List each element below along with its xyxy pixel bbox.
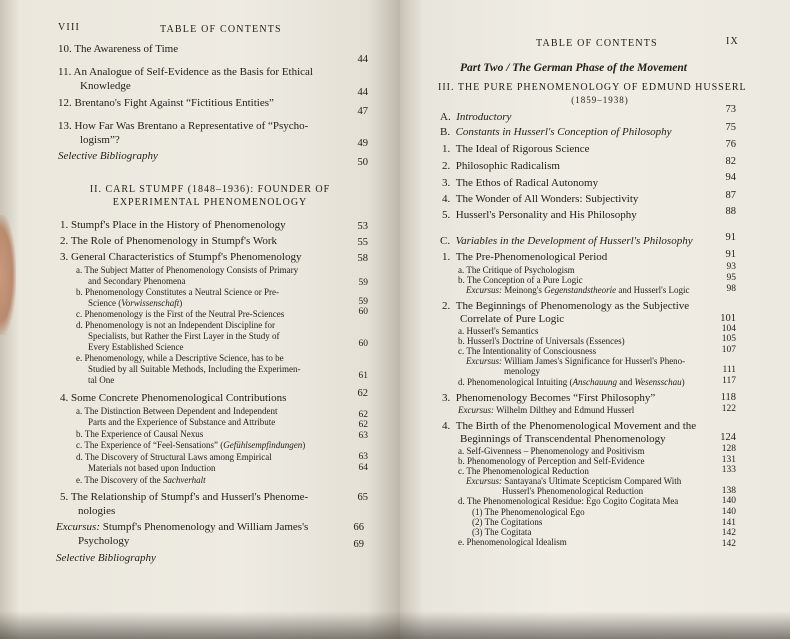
toc-entry: 3. Phenomenology Becomes “First Philosophy” xyxy=(442,392,656,404)
toc-excursus: Excursus: Wilhelm Dilthey and Edmund Husserl xyxy=(458,405,635,415)
toc-subentry: (2) The Cogitations xyxy=(472,517,543,527)
toc-subentry: a. The Critique of Psychologism xyxy=(458,265,575,275)
page-shadow xyxy=(400,611,790,639)
toc-page: 61 xyxy=(358,371,368,381)
chapter-heading-line2: EXPERIMENTAL PHENOMENOLOGY xyxy=(112,197,308,208)
toc-subentry-cont: and Secondary Phenomena xyxy=(88,276,186,286)
toc-entry: 2. Philosophic Radicalism xyxy=(442,160,560,172)
toc-excursus: Excursus: William James's Significance for Husserl's Pheno- xyxy=(466,356,686,366)
toc-entry: 3. The Ethos of Radical Autonomy xyxy=(442,177,599,189)
toc-page: 104 xyxy=(721,324,736,334)
toc-page: 60 xyxy=(358,307,368,317)
toc-subentry: a. The Distinction Between Dependent and Independent xyxy=(76,406,278,416)
toc-page: 133 xyxy=(721,465,736,475)
toc-entry-cont: Beginnings of Transcendental Phenomenology xyxy=(460,433,666,445)
toc-page: 59 xyxy=(358,278,368,288)
toc-page: 69 xyxy=(353,539,364,550)
toc-page: 88 xyxy=(725,206,736,217)
toc-entry: 1. Stumpf's Place in the History of Phenomenology xyxy=(60,219,286,231)
toc-entry-cont: Correlate of Pure Logic xyxy=(460,313,565,325)
toc-subentry: e. Phenomenological Idealism xyxy=(458,537,567,547)
toc-subentry-cont: Husserl's Phenomenological Reduction xyxy=(502,486,644,496)
toc-page: 105 xyxy=(721,334,736,344)
toc-subentry: b. The Conception of a Pure Logic xyxy=(458,275,583,285)
toc-subentry-cont: Parts and the Experience of Substance and Attribute xyxy=(88,417,276,427)
selective-bibliography: Selective Bibliography xyxy=(56,552,156,564)
toc-page: 142 xyxy=(721,528,736,538)
toc-page: 141 xyxy=(721,518,736,528)
toc-page: 91 xyxy=(725,232,736,243)
toc-page: 95 xyxy=(726,273,736,283)
toc-page: 101 xyxy=(720,313,736,324)
toc-entry: B. Constants in Husserl's Conception of Philosophy xyxy=(440,126,672,138)
toc-subentry: a. The Subject Matter of Phenomenology Consists of Primary xyxy=(76,265,299,275)
toc-subentry: (3) The Cogitata xyxy=(472,527,532,537)
toc-entry: 5. The Relationship of Stumpf's and Husserl's Phenome- xyxy=(60,491,309,503)
toc-subentry: c. The Phenomenological Reduction xyxy=(458,466,589,476)
toc-subentry: c. Phenomenology is the First of the Neutral Pre-Sciences xyxy=(76,309,285,319)
toc-subentry: b. The Experience of Causal Nexus xyxy=(76,429,204,439)
page-shadow xyxy=(0,611,400,639)
toc-entry: 4. The Wonder of All Wonders: Subjectivity xyxy=(442,193,639,205)
toc-subentry: b. Phenomenology Constitutes a Neutral Science or Pre- xyxy=(76,287,279,297)
toc-entry: 1. The Ideal of Rigorous Science xyxy=(442,143,590,155)
toc-page: 140 xyxy=(721,496,736,506)
toc-page: 94 xyxy=(725,172,736,183)
toc-entry: 12. Brentano's Fight Against “Fictitious Entities” xyxy=(58,97,274,109)
toc-entry: 4. Some Concrete Phenomenological Contributions xyxy=(60,392,287,404)
toc-page: 107 xyxy=(721,345,736,355)
toc-subentry: d. The Phenomenological Residue: Ego Cogito Cogitata Mea xyxy=(458,496,679,506)
toc-page: 93 xyxy=(726,262,736,272)
toc-page: 111 xyxy=(722,365,736,375)
toc-subentry: a. Husserl's Semantics xyxy=(458,326,539,336)
toc-page: 91 xyxy=(725,249,736,260)
toc-page: 140 xyxy=(721,507,736,517)
toc-page: 98 xyxy=(726,284,736,294)
toc-page: 49 xyxy=(357,138,368,149)
toc-page: 76 xyxy=(725,139,736,150)
toc-subentry: e. Phenomenology, while a Descriptive Science, has to be xyxy=(76,353,284,363)
right-running-head: TABLE OF CONTENTS xyxy=(536,38,658,49)
toc-subentry-cont: Materials not based upon Induction xyxy=(88,463,216,473)
toc-subentry: d. Phenomenological Intuiting (Anschauung and Wesensschau) xyxy=(458,377,685,387)
toc-page: 58 xyxy=(357,253,368,264)
toc-subentry: c. The Experience of “Feel-Sensations” (Gefühlsempfindungen) xyxy=(76,440,306,450)
toc-entry: 10. The Awareness of Time xyxy=(58,43,179,55)
toc-subentry: b. Phenomenology of Perception and Self-Evidence xyxy=(458,456,645,466)
selective-bibliography: Selective Bibliography xyxy=(58,150,158,162)
toc-subentry-cont: Every Established Science xyxy=(88,342,184,352)
toc-excursus: Excursus: Santayana's Ultimate Scepticism Compared With xyxy=(466,476,682,486)
chapter-dates: (1859–1938) xyxy=(571,95,629,105)
toc-excursus: Excursus: Meinong's Gegenstandstheorie and Husserl's Logic xyxy=(466,285,690,295)
toc-entry-cont: nologies xyxy=(78,505,116,517)
toc-subentry: b. Husserl's Doctrine of Universals (Essences) xyxy=(458,336,625,346)
toc-page: 87 xyxy=(725,190,736,201)
toc-subentry-cont: Science (Vorwissenschaft) xyxy=(88,298,183,308)
toc-page: 124 xyxy=(720,432,736,443)
toc-page: 138 xyxy=(721,486,736,496)
toc-page: 75 xyxy=(725,122,736,133)
toc-page: 63 xyxy=(358,452,368,462)
toc-entry: A. Introductory xyxy=(440,111,512,123)
toc-page: 47 xyxy=(357,106,368,117)
toc-page: 44 xyxy=(357,54,368,65)
toc-entry: 4. The Birth of the Phenomenological Movement and the xyxy=(442,420,697,432)
toc-page: 128 xyxy=(721,444,736,454)
toc-subentry: c. The Intentionality of Consciousness xyxy=(458,346,597,356)
toc-page: 60 xyxy=(358,339,368,349)
toc-page: 73 xyxy=(725,104,736,115)
toc-entry: 13. How Far Was Brentano a Representative of “Psycho- xyxy=(58,120,309,132)
toc-subentry: d. The Discovery of Structural Laws among Empirical xyxy=(76,452,272,462)
toc-entry: 3. General Characteristics of Stumpf's Phenomenology xyxy=(60,251,302,263)
toc-excursus: Excursus: Stumpf's Phenomenology and William James's xyxy=(56,521,309,533)
toc-page: 50 xyxy=(357,157,368,168)
part-title: Part Two / The German Phase of the Movement xyxy=(460,62,688,74)
toc-page: 53 xyxy=(357,221,368,232)
toc-subentry: a. Self-Givenness – Phenomenology and Positivism xyxy=(458,446,645,456)
toc-page: 55 xyxy=(357,237,368,248)
thumb-shadow xyxy=(0,215,16,335)
chapter-heading-line1: II. CARL STUMPF (1848–1936): FOUNDER OF xyxy=(89,184,331,195)
chapter-heading: III. THE PURE PHENOMENOLOGY OF EDMUND HUSSERL xyxy=(438,82,747,93)
toc-entry: 1. The Pre-Phenomenological Period xyxy=(442,251,608,263)
toc-page: 59 xyxy=(358,297,368,307)
toc-page: 63 xyxy=(358,431,368,441)
toc-page: 64 xyxy=(358,463,368,473)
toc-subentry-cont: tal One xyxy=(88,375,115,385)
toc-subentry: e. The Discovery of the Sachverhalt xyxy=(76,475,206,485)
toc-page: 66 xyxy=(353,522,364,533)
toc-entry-cont: Knowledge xyxy=(80,80,131,92)
toc-subentry: (1) The Phenomenological Ego xyxy=(472,507,585,517)
toc-entry: 5. Husserl's Personality and His Philosophy xyxy=(442,209,637,221)
toc-page: 62 xyxy=(358,410,368,420)
toc-page: 44 xyxy=(357,87,368,98)
toc-page: 122 xyxy=(721,404,736,414)
toc-page: 65 xyxy=(357,492,368,503)
toc-page: 131 xyxy=(721,455,736,465)
right-page xyxy=(400,0,790,639)
toc-entry-cont: Psychology xyxy=(78,535,130,547)
toc-page: 118 xyxy=(720,392,736,403)
left-running-head: TABLE OF CONTENTS xyxy=(160,24,282,35)
toc-subentry-cont: Studied by all Suitable Methods, Including the Experimen- xyxy=(88,364,301,374)
toc-subentry-cont: menology xyxy=(504,366,540,376)
toc-entry: 2. The Beginnings of Phenomenology as the Subjective xyxy=(442,300,690,312)
toc-entry-cont: logism”? xyxy=(80,134,120,146)
right-page-number: IX xyxy=(726,36,739,47)
left-page-number: VIII xyxy=(58,22,81,33)
toc-subentry: d. Phenomenology is not an Independent Discipline for xyxy=(76,320,275,330)
toc-page: 117 xyxy=(722,376,736,386)
toc-page: 82 xyxy=(725,156,736,167)
toc-page: 62 xyxy=(358,420,368,430)
toc-entry: 11. An Analogue of Self-Evidence as the Basis for Ethical xyxy=(58,66,313,78)
toc-page: 142 xyxy=(721,539,736,549)
toc-entry: 2. The Role of Phenomenology in Stumpf's Work xyxy=(60,235,278,247)
toc-subentry-cont: Specialists, but Rather the First Layer in the Study of xyxy=(88,331,280,341)
toc-page: 62 xyxy=(357,388,368,399)
toc-entry: C. Variables in the Development of Husserl's Philosophy xyxy=(440,235,693,247)
